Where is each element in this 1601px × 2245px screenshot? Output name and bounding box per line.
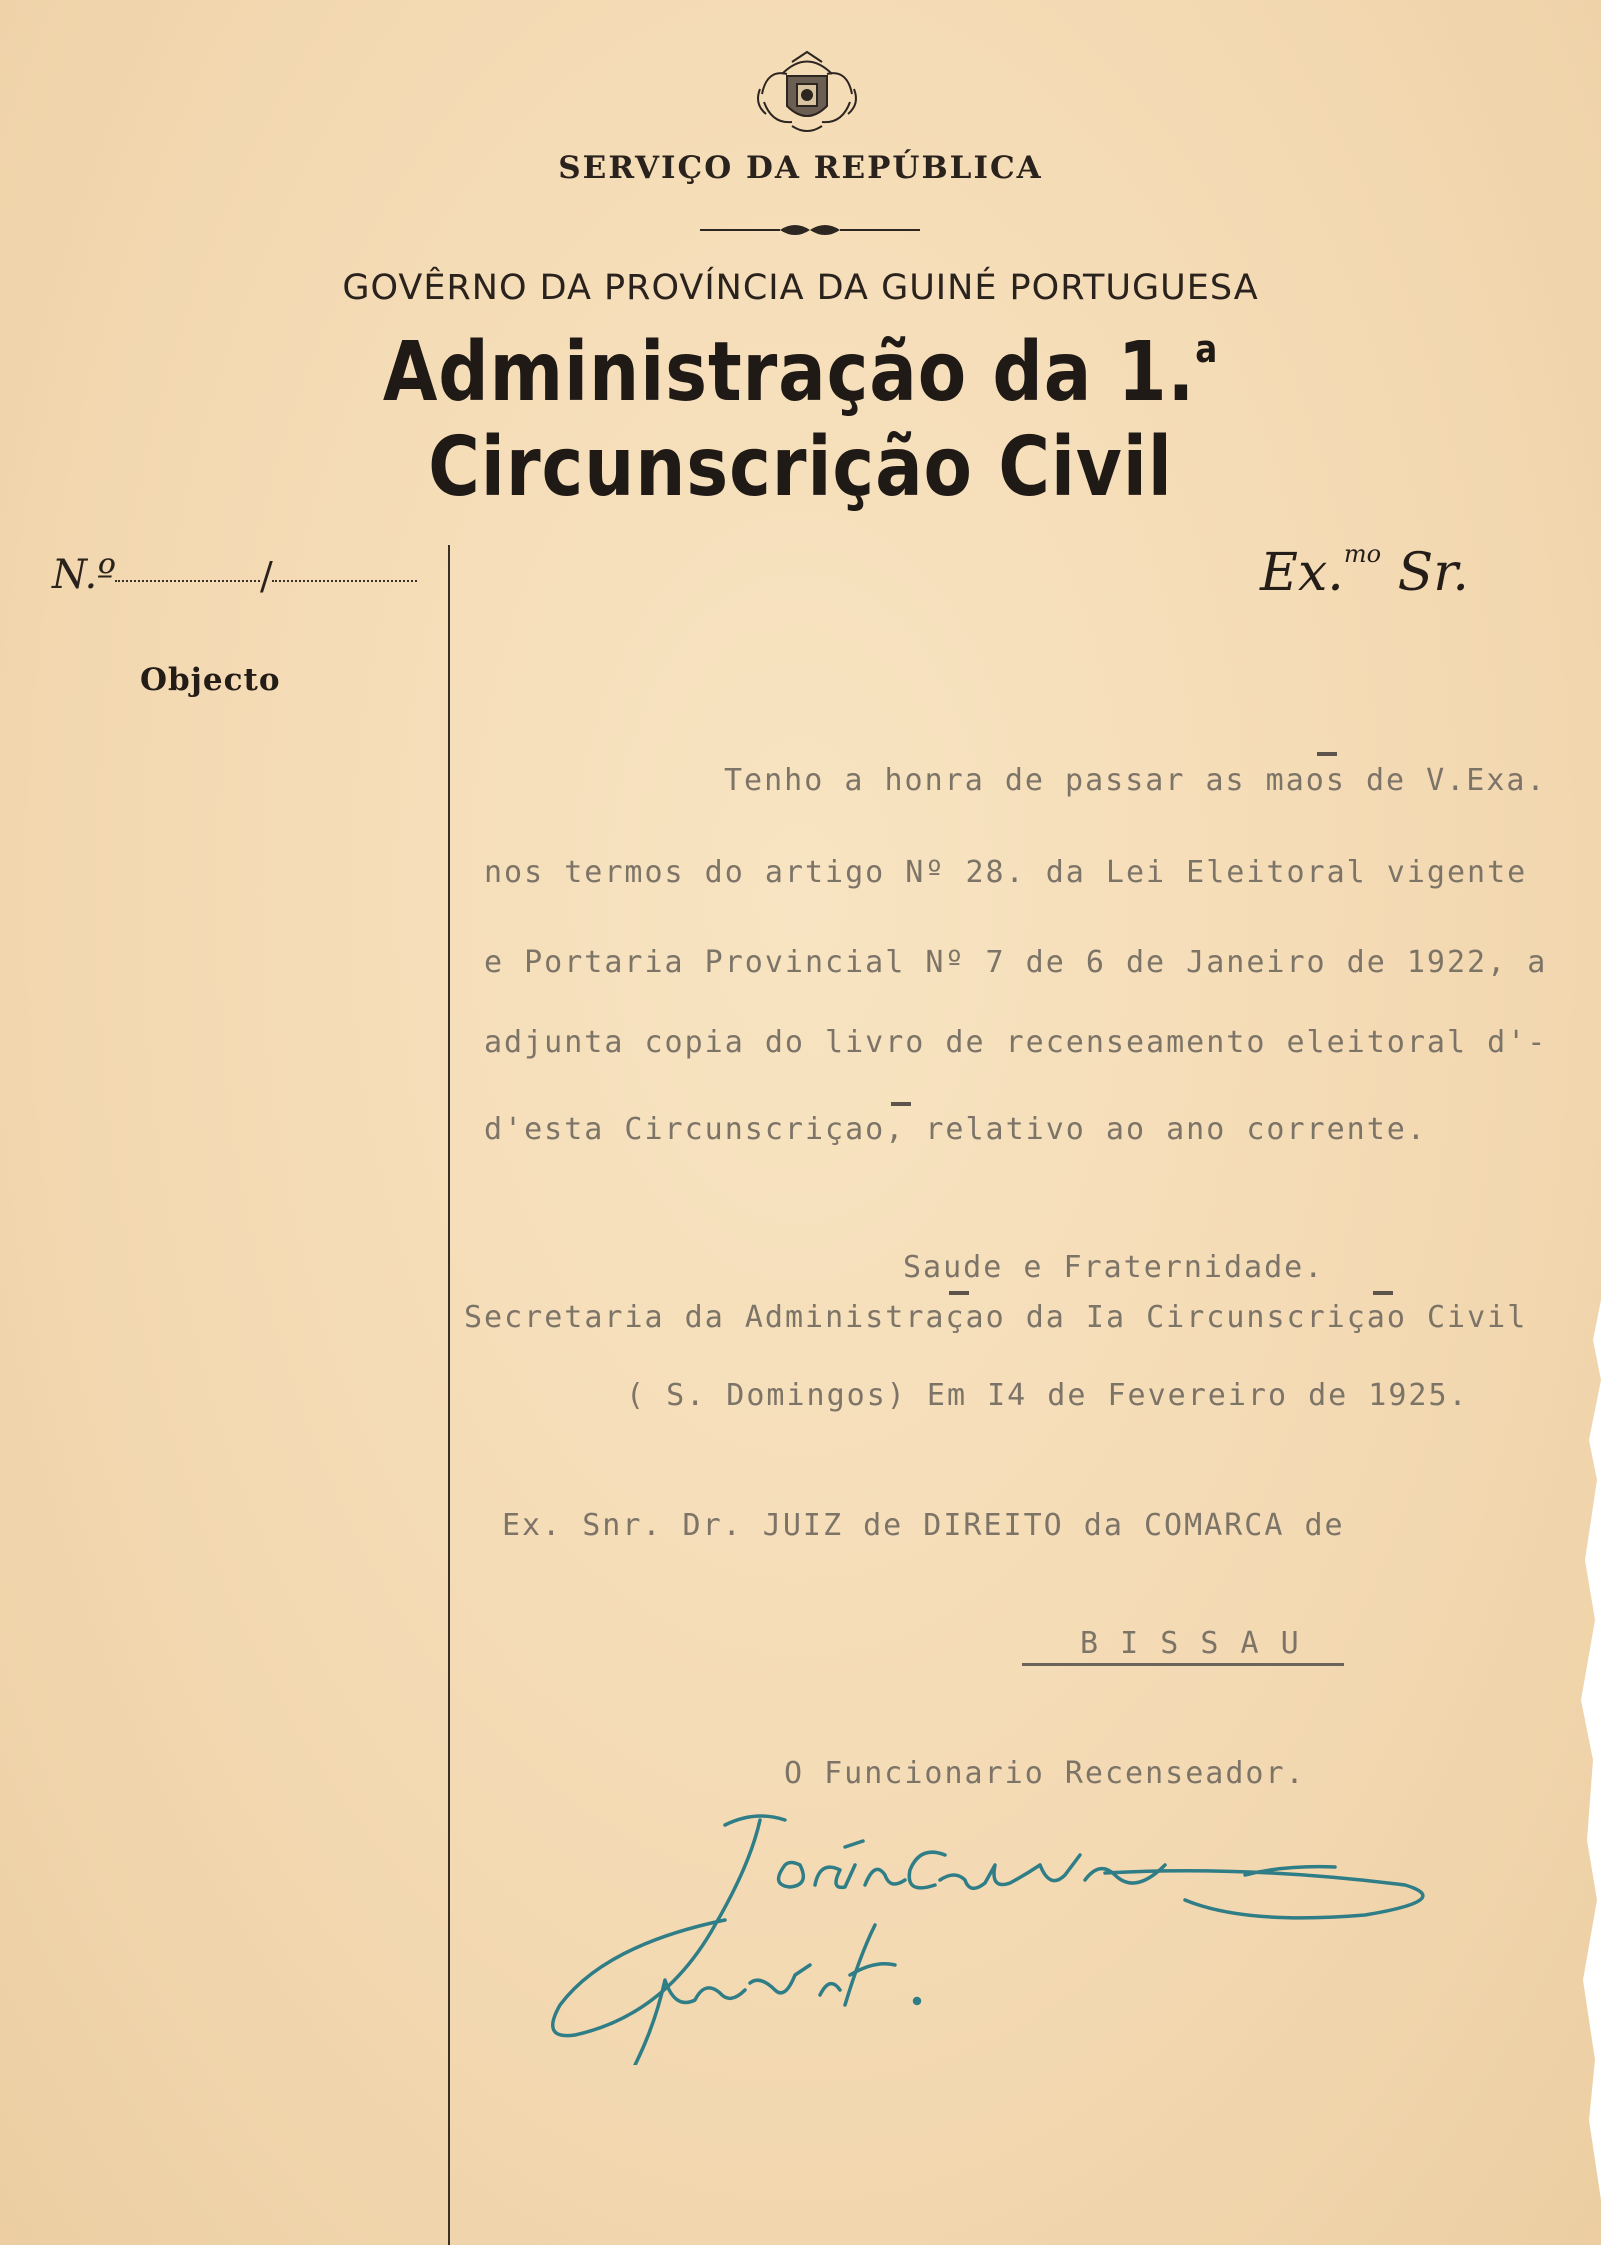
place-date-line: ( S. Domingos) Em I4 de Fevereiro de 1925. — [626, 1378, 1469, 1413]
column-divider — [448, 545, 450, 2245]
closing-line: Saude e Fraternidade. — [903, 1250, 1325, 1285]
number-dotted-line — [115, 580, 260, 582]
administration-tail: Circunscrição Civil — [428, 420, 1173, 515]
ornament-divider — [700, 218, 920, 242]
salutation-main: Ex. — [1260, 543, 1344, 603]
signatory-title: O Funcionario Recenseador. — [784, 1756, 1306, 1791]
coat-of-arms-icon — [752, 44, 862, 140]
addressee-line: Ex. Snr. Dr. JUIZ de DIREITO da COMARCA de — [502, 1508, 1345, 1543]
tilde-mark — [1373, 1291, 1393, 1295]
salutation-sup: mo — [1343, 540, 1382, 568]
object-label: Objecto — [140, 662, 281, 698]
city-underline — [1022, 1663, 1344, 1666]
number-label: N.º — [52, 552, 116, 598]
service-heading: SERVIÇO DA REPÚBLICA — [558, 150, 1043, 186]
body-line: nos termos do artigo Nº 28. da Lei Eleitoral vigente — [484, 855, 1528, 890]
body-line: e Portaria Provincial Nº 7 de 6 de Janeiro de 1922, a — [484, 945, 1548, 980]
salutation-tail: Sr. — [1381, 543, 1469, 603]
administration-ordinal: a — [1195, 327, 1219, 371]
government-heading: GOVÊRNO DA PROVÍNCIA DA GUINÉ PORTUGUESA — [342, 268, 1259, 308]
year-dotted-line — [272, 580, 417, 582]
torn-edge — [1571, 1300, 1601, 2200]
administration-main: Administração da 1. — [382, 325, 1196, 420]
salutation — [1260, 540, 1469, 603]
tilde-mark — [949, 1291, 969, 1295]
addressee-city: B I S S A U — [1080, 1626, 1301, 1661]
secretariat-line: Secretaria da Administraçao da Ia Circunscriçao Civil — [464, 1300, 1528, 1335]
tilde-mark — [1317, 752, 1337, 756]
number-separator: / — [260, 554, 273, 598]
body-line: d'esta Circunscriçao, relativo ao ano corrente. — [484, 1112, 1427, 1147]
handwritten-signature — [545, 1805, 1445, 2065]
administration-heading — [112, 325, 1489, 515]
tilde-mark — [891, 1102, 911, 1106]
body-line: Tenho a honra de passar as maos de V.Exa. — [724, 763, 1547, 798]
body-line: adjunta copia do livro de recenseamento eleitoral d'- — [484, 1025, 1548, 1060]
